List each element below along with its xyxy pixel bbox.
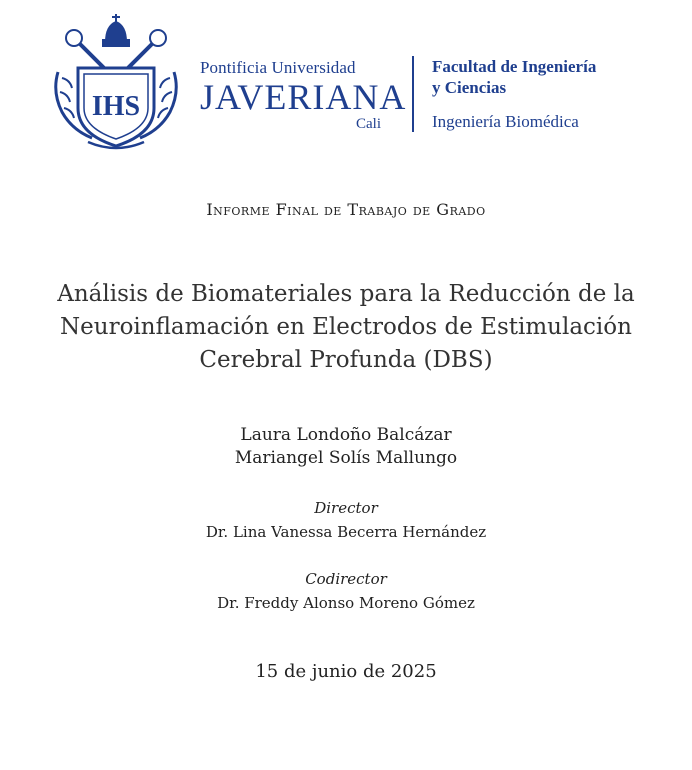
- university-city: Cali: [356, 116, 381, 132]
- university-line2: JAVERIANA: [200, 77, 407, 117]
- codirector-name: Dr. Freddy Alonso Moreno Gómez: [217, 594, 475, 612]
- faculty-line1: Facultad de Ingeniería: [432, 57, 597, 76]
- svg-text:IHS: IHS: [91, 91, 141, 122]
- title-line: Análisis de Biomateriales para la Reducción de la: [57, 281, 635, 307]
- header-divider: [412, 56, 414, 132]
- university-crest-logo: [48, 12, 184, 154]
- program-name: Ingeniería Biomédica: [432, 112, 579, 131]
- report-type: Informe Final de Trabajo de Grado: [206, 200, 486, 219]
- document-title: [0, 278, 692, 377]
- authors: [0, 424, 692, 470]
- faculty-block: [432, 56, 596, 132]
- document-date: 15 de junio de 2025: [255, 661, 437, 682]
- title-line: Neuroinflamación en Electrodos de Estimulación: [60, 314, 632, 340]
- director-label: Director: [314, 499, 378, 517]
- header: [0, 0, 692, 160]
- author-name: Laura Londoño Balcázar: [240, 425, 452, 445]
- faculty-line2: y Ciencias: [432, 78, 507, 97]
- codirector-label: Codirector: [305, 570, 387, 588]
- author-name: Mariangel Solís Mallungo: [234, 448, 458, 468]
- director-name: Dr. Lina Vanessa Becerra Hernández: [205, 523, 487, 541]
- director-block: [0, 496, 692, 544]
- title-line: Cerebral Profunda (DBS): [199, 347, 493, 373]
- university-line1: Pontificia Universidad: [200, 58, 356, 77]
- codirector-block: [0, 567, 692, 615]
